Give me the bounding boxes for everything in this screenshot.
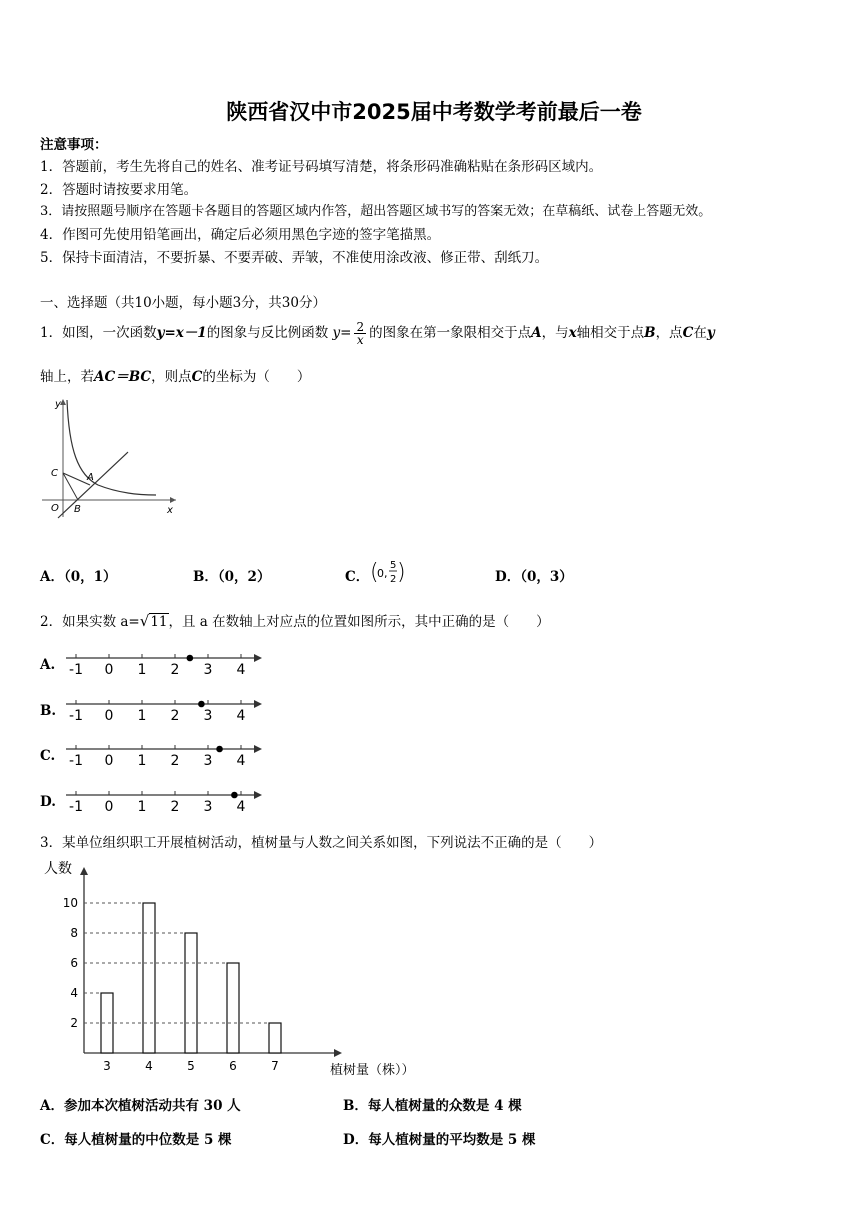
number-line-tick-label: 3 — [203, 662, 213, 678]
number-line-tick-label: 3 — [203, 799, 213, 815]
chart-x-tick-label: 3 — [103, 1059, 111, 1073]
number-line-label: C. — [40, 748, 56, 764]
number-line-tick-label: 1 — [137, 662, 147, 678]
number-line-tick-label: 3 — [203, 753, 213, 769]
notice-item-5: 5．保持卡面清洁，不要折暴、不要弄破、弄皱，不准使用涂改液、修正带、刮纸刀。 — [40, 250, 549, 266]
number-line-tick-label: 1 — [137, 799, 147, 815]
notice-item-4: 4．作图可先使用铅笔画出，确定后必须用黑色字迹的签字笔描黑。 — [40, 227, 441, 243]
q3-option-b: B．每人植树量的众数是 4 棵 — [343, 1098, 522, 1114]
number-line-point — [216, 746, 223, 753]
fraction-2-over-x: $\frac{2}{x}$ — [356, 320, 365, 347]
chart-bar — [227, 963, 239, 1053]
question-3-bar-chart — [38, 855, 438, 1085]
notice-item-2: 2．答题时请按要求用笔。 — [40, 182, 198, 198]
number-line-tick-label: -1 — [69, 662, 83, 678]
q3-option-a: A．参加本次植树活动共有 30 人 — [40, 1098, 241, 1114]
chart-x-tick-label: 6 — [229, 1059, 237, 1073]
number-line-point — [231, 792, 238, 799]
number-line-tick-label: 4 — [236, 708, 246, 724]
number-line-tick-label: -1 — [69, 708, 83, 724]
notice-item-3: 3．请按照题号顺序在答题卡各题目的答题区域内作答，超出答题区域书写的答案无效；在草稿纸、试卷上答题无效。 — [40, 204, 712, 219]
number-line-tick-label: 2 — [170, 708, 180, 724]
arrow-right-icon — [254, 791, 262, 799]
sqrt-sign: √ — [139, 612, 150, 630]
arrow-right-icon — [254, 654, 262, 662]
figure-label-o: O — [51, 503, 59, 514]
chart-y-tick-label: 2 — [70, 1016, 78, 1030]
figure-label-x: x — [167, 505, 173, 516]
q1-option-c: C． — [345, 569, 370, 585]
chart-bar — [143, 903, 155, 1053]
number-line-tick-label: 4 — [236, 662, 246, 678]
page-title: 陕西省汉中市2025届中考数学考前最后一卷 — [226, 100, 642, 124]
arrow-right-icon — [254, 745, 262, 753]
chart-y-tick-label: 8 — [70, 926, 78, 940]
notice-item-1: 1．答题前，考生先将自己的姓名、准考证号码填写清楚，将条形码准确粘贴在条形码区域内。 — [40, 159, 603, 175]
number-line-label: D. — [40, 794, 56, 810]
number-line-point — [187, 655, 194, 662]
q3-option-d: D．每人植树量的平均数是 5 棵 — [343, 1132, 536, 1148]
section-heading: 一、选择题（共10小题，每小题3分，共30分） — [40, 295, 326, 311]
number-line-tick-label: 2 — [170, 799, 180, 815]
chart-x-label: 植树量（株）） — [330, 1063, 415, 1078]
number-line-label: B. — [40, 703, 57, 719]
question-1-figure — [38, 395, 183, 520]
chart-x-tick-label: 7 — [271, 1059, 279, 1073]
chart-y-tick-label: 4 — [70, 986, 78, 1000]
number-line-tick-label: 0 — [104, 708, 114, 724]
chart-bar — [269, 1023, 281, 1053]
number-line-tick-label: 0 — [104, 753, 114, 769]
number-line — [60, 696, 270, 726]
chart-bar — [185, 933, 197, 1053]
number-line-point — [198, 701, 205, 708]
q3-option-c: C．每人植树量的中位数是 5 棵 — [40, 1132, 232, 1148]
number-line — [60, 741, 270, 771]
number-line-tick-label: 1 — [137, 753, 147, 769]
svg-text:5: 5 — [390, 560, 397, 571]
question-2-stem: 2．如果实数 a=√11，且 a 在数轴上对应点的位置如图所示，其中正确的是（ ） — [40, 612, 550, 630]
number-line — [60, 787, 270, 817]
notice-heading: 注意事项： — [40, 137, 108, 153]
number-line-tick-label: -1 — [69, 753, 83, 769]
chart-x-tick-label: 5 — [187, 1059, 195, 1073]
number-line-tick-label: 1 — [137, 708, 147, 724]
number-line-tick-label: 4 — [236, 799, 246, 815]
svg-text:0,: 0, — [377, 567, 388, 580]
y-axis-arrow-icon — [80, 867, 88, 875]
number-line-tick-label: 4 — [236, 753, 246, 769]
question-1-stem: 1．如图，一次函数y=x－1的图象与反比例函数 y= $\frac{2}{x}$ 的图象在第一象限相交于点A，与x轴相交于点B，点C在y — [40, 320, 715, 347]
figure-label-a: A — [87, 472, 94, 483]
q1-option-d: D．（0，3） — [495, 569, 573, 585]
chart-x-tick-label: 4 — [145, 1059, 153, 1073]
chart-y-label: 人数 — [44, 861, 72, 877]
number-line-tick-label: 2 — [170, 753, 180, 769]
q1-option-b: B．（0，2） — [193, 569, 271, 585]
figure-label-y: y — [55, 399, 61, 410]
number-line-tick-label: 0 — [104, 662, 114, 678]
q1-option-c-value — [370, 553, 404, 591]
question-3-stem: 3．某单位组织职工开展植树活动，植树量与人数之间关系如图，下列说法不正确的是（ ） — [40, 835, 603, 851]
x-axis-arrow-icon — [334, 1049, 342, 1057]
svg-text:(: ( — [370, 560, 379, 585]
number-line — [60, 650, 270, 680]
number-line-tick-label: 3 — [203, 708, 213, 724]
question-1-stem-line2: 轴上，若AC＝BC，则点C的坐标为（ ） — [40, 369, 311, 385]
number-line-label: A. — [40, 657, 56, 673]
arrow-right-icon — [254, 700, 262, 708]
number-line-tick-label: -1 — [69, 799, 83, 815]
figure-label-c: C — [51, 468, 58, 479]
number-line-tick-label: 0 — [104, 799, 114, 815]
number-line-tick-label: 2 — [170, 662, 180, 678]
figure-label-b: B — [74, 504, 81, 515]
svg-text:): ) — [397, 560, 406, 585]
svg-text:2: 2 — [390, 574, 397, 585]
q1-option-a: A．（0，1） — [40, 569, 117, 585]
chart-y-tick-label: 6 — [70, 956, 78, 970]
chart-y-tick-label: 10 — [62, 896, 78, 910]
